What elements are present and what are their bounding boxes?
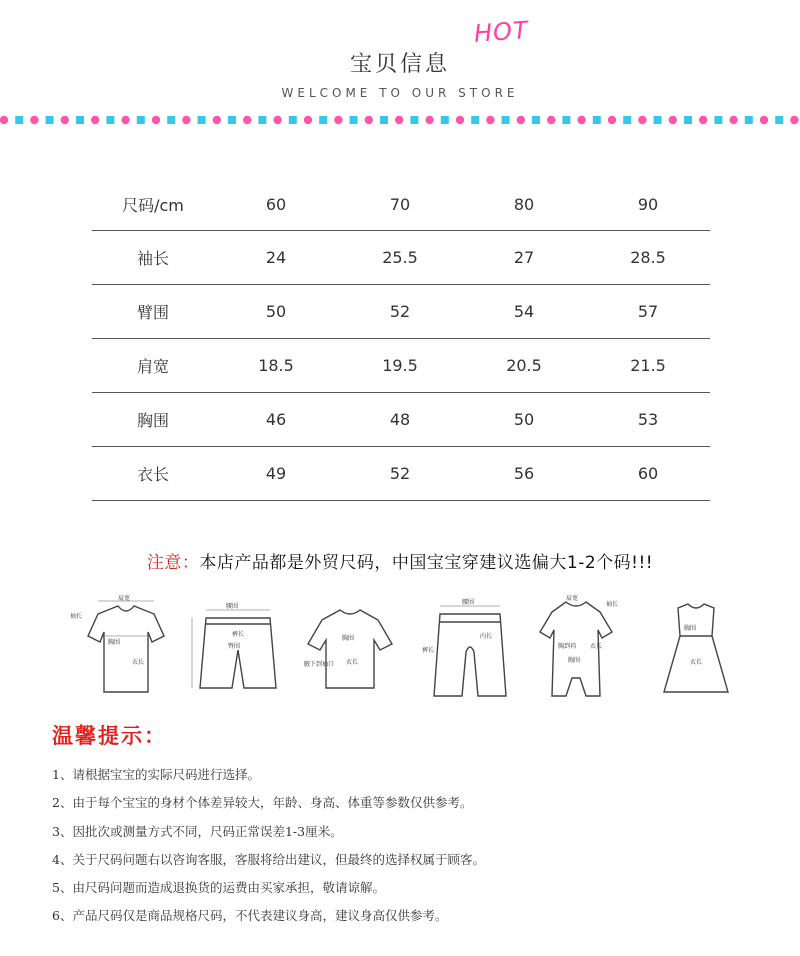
page-title: 宝贝信息 [349,52,450,77]
size-table-label-cell: 袖长 [92,231,214,285]
size-table-cell: 60 [586,447,710,501]
divider-dot [91,116,99,124]
tshirt-sleeve-label: 袖长 [70,613,83,620]
divider-dot [654,116,662,124]
divider-dot [547,116,555,124]
tshirt-chest-label: 胸围 [108,639,121,646]
divider-dot [350,116,358,124]
divider-dot [46,116,54,124]
size-table-header-row [92,178,710,231]
pants-waist-label: 腰围 [462,599,475,606]
tshirt-length-label: 衣长 [132,659,145,666]
divider-dot [638,116,646,124]
tip-item: 2、由于每个宝宝的身材个体差异较大，年龄、身高、体重等参数仅供参考。 [52,795,473,811]
page-header [0,0,800,130]
tshirt-illustration [70,594,164,692]
divider-dot [623,116,631,124]
size-table-label-cell: 胸围 [92,393,214,447]
divider-dot [577,116,585,124]
divider-dot [562,116,570,124]
tip-item: 3、因批次或测量方式不同，尺码正常误差1-3厘米。 [52,823,343,839]
divider-dot [228,116,236,124]
size-notice [0,548,800,573]
size-table-cell: 60 [214,178,338,231]
divider-dot [410,116,418,124]
size-table-cell: 52 [338,447,462,501]
size-table-cell: 70 [338,178,462,231]
divider-dot [304,116,312,124]
notice-prefix: 注意： [146,553,200,573]
size-chart-table [92,178,710,501]
divider-dot [319,116,327,124]
divider-dot [669,116,677,124]
size-table-cell: 18.5 [214,339,338,393]
tip-item: 5、由尺码问题而造成退换货的运费由买家承担，敬请谅解。 [52,880,385,896]
romper-sleeve-label: 袖长 [606,601,619,608]
divider-dot [121,116,129,124]
size-table-cell: 19.5 [338,339,462,393]
divider-dot [76,116,84,124]
divider-dot [532,116,540,124]
size-table-cell: 21.5 [586,339,710,393]
size-table-label-cell: 肩宽 [92,339,214,393]
tip-item: 4、关于尺码问题右以咨询客服，客服将给出建议，但最终的选择权属于顾客。 [52,851,485,867]
tip-item: 6、产品尺码仅是商品规格尺码，不代表建议身高，建议身高仅供参考。 [52,908,448,924]
divider-dot [760,116,768,124]
size-table-cell: 49 [214,447,338,501]
shorts-illustration [192,602,276,688]
size-table-label-cell: 衣长 [92,447,214,501]
divider-dot [517,116,525,124]
divider-dot [182,116,190,124]
pants-rise-label: 内长 [480,633,493,640]
shorts-hip-label: 臀围 [228,643,241,650]
divider-dot [714,116,722,124]
divider-dot [425,116,433,124]
divider-dot [699,116,707,124]
raglan-shirt-illustration [304,610,392,688]
romper-crotch-label: 胸到裆 [558,643,577,650]
size-table-cell: 20.5 [462,339,586,393]
divider-dot [456,116,464,124]
raglan-chest-label: 胸围 [342,635,355,642]
divider-dot [365,116,373,124]
size-table-cell: 28.5 [586,231,710,285]
size-table-cell: 46 [214,393,338,447]
divider-dot [0,116,8,124]
romper-length-label: 衣长 [590,643,603,650]
divider-dot [745,116,753,124]
divider-dot [684,116,692,124]
divider-dot [106,116,114,124]
tips-list [52,765,485,935]
divider-dot [471,116,479,124]
divider-dot [273,116,281,124]
measurement-illustrations [60,592,740,710]
size-table-cell: 25.5 [338,231,462,285]
dotted-divider [0,113,800,127]
size-table-cell: 54 [462,285,586,339]
divider-dot [258,116,266,124]
romper-chest-label: 胸围 [568,657,581,664]
size-table-cell: 57 [586,285,710,339]
romper-illustration [540,594,618,696]
divider-dot [395,116,403,124]
divider-dot [152,116,160,124]
divider-dot [137,116,145,124]
divider-dot [441,116,449,124]
size-table-cell: 53 [586,393,710,447]
notice-text: 本店产品都是外贸尺码，中国宝宝穿建议选偏大1-2个码!!! [199,553,654,573]
size-table-row [92,339,710,393]
size-table-row [92,393,710,447]
raglan-armhole-label: 腋下到袖口 [304,661,335,668]
size-table-cell: 24 [214,231,338,285]
divider-dot [61,116,69,124]
divider-dot [486,116,494,124]
shorts-inseam-label: 裤长 [232,631,245,638]
size-table-cell: 48 [338,393,462,447]
divider-dot [198,116,206,124]
divider-dot [334,116,342,124]
size-table-cell: 90 [586,178,710,231]
hot-badge: HOT [473,16,530,48]
pants-outseam-label: 裤长 [422,647,435,654]
tip-item: 1、请根据宝宝的实际尺码进行选择。 [52,767,260,782]
dress-length-label: 衣长 [690,659,703,666]
size-table-label-cell: 尺码/cm [92,178,214,231]
divider-dot [380,116,388,124]
divider-dot [243,116,251,124]
size-table-cell: 56 [462,447,586,501]
divider-dot [593,116,601,124]
shorts-waist-label: 腰围 [226,603,239,610]
size-table-cell: 27 [462,231,586,285]
size-table-cell: 50 [462,393,586,447]
divider-dot [775,116,783,124]
size-table-row [92,285,710,339]
size-table-cell: 80 [462,178,586,231]
divider-dot [729,116,737,124]
divider-dot [289,116,297,124]
dress-chest-label: 胸围 [684,625,697,632]
divider-dot [15,116,23,124]
size-table-row [92,447,710,501]
divider-dot [790,116,798,124]
divider-dot [213,116,221,124]
divider-dot [167,116,175,124]
pants-illustration [422,598,506,696]
tshirt-shoulder-label: 肩宽 [118,595,131,602]
size-table-cell: 52 [338,285,462,339]
divider-dot [608,116,616,124]
size-table-cell: 50 [214,285,338,339]
raglan-length-label: 衣长 [346,659,359,666]
dress-illustration [664,604,728,692]
divider-dot [502,116,510,124]
size-table-row [92,231,710,285]
page-subtitle: WELCOME TO OUR STORE [281,86,519,100]
divider-dot [30,116,38,124]
romper-shoulder-label: 肩宽 [566,595,579,602]
tips-title: 温馨提示： [52,723,167,748]
size-table-label-cell: 臂围 [92,285,214,339]
